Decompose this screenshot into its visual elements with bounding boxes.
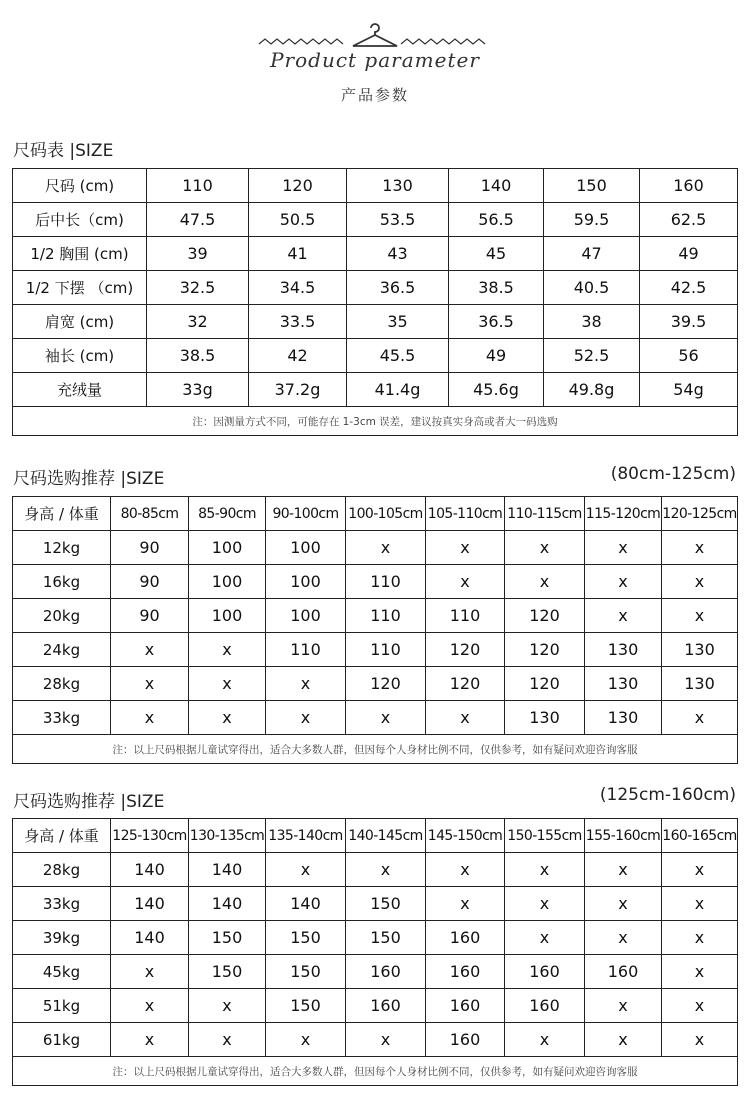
table-cell: 130 <box>505 701 585 735</box>
rec-table-2-range: (125cm-160cm) <box>599 785 736 805</box>
note-row <box>13 1057 738 1086</box>
row-label: 肩宽 (cm) <box>13 305 147 339</box>
table-cell: x <box>505 853 585 887</box>
column-header: 150-155cm <box>505 819 585 853</box>
table-cell: 140 <box>111 887 189 921</box>
table-header-row <box>13 497 738 531</box>
table-cell: 130 <box>347 169 449 203</box>
table-note: 注：因测量方式不同，可能存在 1-3cm 误差，建议按真实身高或者大一码选购 <box>13 407 738 436</box>
table-cell: 130 <box>662 667 738 701</box>
table-cell: x <box>426 887 505 921</box>
table-cell: 110 <box>147 169 249 203</box>
table-cell: 32.5 <box>147 271 249 305</box>
table-cell: 120 <box>505 667 585 701</box>
table-cell: 33g <box>147 373 249 407</box>
table-cell: x <box>189 701 266 735</box>
table-cell: x <box>505 565 585 599</box>
column-header: 115-120cm <box>585 497 662 531</box>
column-header: 130-135cm <box>189 819 266 853</box>
table-cell: 33.5 <box>249 305 347 339</box>
table-cell: 160 <box>426 1023 505 1057</box>
table-row <box>13 633 738 667</box>
table-cell: x <box>662 1023 738 1057</box>
table-cell: 42 <box>249 339 347 373</box>
table-cell: x <box>662 921 738 955</box>
table-cell: 150 <box>189 955 266 989</box>
row-label: 1/2 下摆 （cm) <box>13 271 147 305</box>
table-cell: x <box>111 633 189 667</box>
table-cell: 90 <box>111 565 189 599</box>
page-header <box>0 0 750 120</box>
table-cell: 54g <box>640 373 738 407</box>
table-row <box>13 887 738 921</box>
table-row <box>13 373 738 407</box>
table-cell: 110 <box>266 633 346 667</box>
table-cell: 50.5 <box>249 203 347 237</box>
script-title: Product parameter <box>270 48 480 72</box>
table-cell: x <box>426 853 505 887</box>
table-cell: 49 <box>640 237 738 271</box>
table-cell: 160 <box>505 989 585 1023</box>
table-cell: 160 <box>426 989 505 1023</box>
size-table-title: 尺码表 |SIZE <box>13 141 114 161</box>
table-cell: 140 <box>449 169 544 203</box>
table-cell: 130 <box>585 667 662 701</box>
table-cell: 100 <box>266 531 346 565</box>
table-cell: 150 <box>266 955 346 989</box>
table-cell: 35 <box>347 305 449 339</box>
row-label: 24kg <box>13 633 111 667</box>
table-cell: 90 <box>111 599 189 633</box>
table-cell: x <box>426 565 505 599</box>
table-cell: 150 <box>346 887 426 921</box>
table-cell: 140 <box>111 853 189 887</box>
table-cell: 140 <box>189 853 266 887</box>
row-label: 33kg <box>13 701 111 735</box>
table-header-row <box>13 819 738 853</box>
table-cell: x <box>505 1023 585 1057</box>
table-cell: 120 <box>505 633 585 667</box>
table-cell: 45.6g <box>449 373 544 407</box>
row-label: 28kg <box>13 853 111 887</box>
column-header: 90-100cm <box>266 497 346 531</box>
table-cell: 49.8g <box>544 373 640 407</box>
table-cell: 110 <box>426 599 505 633</box>
table-cell: 130 <box>585 633 662 667</box>
table-cell: 100 <box>266 565 346 599</box>
table-cell: x <box>505 921 585 955</box>
table-cell: 45.5 <box>347 339 449 373</box>
table-cell: 49 <box>449 339 544 373</box>
row-label: 12kg <box>13 531 111 565</box>
table-cell: 110 <box>346 599 426 633</box>
table-cell: 150 <box>266 989 346 1023</box>
row-label: 16kg <box>13 565 111 599</box>
table-cell: 41 <box>249 237 347 271</box>
row-label: 45kg <box>13 955 111 989</box>
table-cell: 160 <box>346 955 426 989</box>
table-cell: 59.5 <box>544 203 640 237</box>
table-cell: x <box>585 531 662 565</box>
table-cell: 160 <box>640 169 738 203</box>
table-cell: x <box>505 531 585 565</box>
table-cell: 100 <box>266 599 346 633</box>
table-cell: x <box>662 531 738 565</box>
table-cell: 160 <box>346 989 426 1023</box>
table-row <box>13 237 738 271</box>
table-cell: x <box>426 701 505 735</box>
row-label: 1/2 胸围 (cm) <box>13 237 147 271</box>
column-header: 身高 / 体重 <box>13 819 111 853</box>
table-row <box>13 305 738 339</box>
table-cell: 36.5 <box>449 305 544 339</box>
rec-table-2-title: 尺码选购推荐 |SIZE <box>13 792 165 812</box>
table-row <box>13 853 738 887</box>
table-row <box>13 955 738 989</box>
table-cell: x <box>189 667 266 701</box>
table-cell: 38 <box>544 305 640 339</box>
table-cell: 36.5 <box>347 271 449 305</box>
table-cell: 120 <box>505 599 585 633</box>
table-cell: 53.5 <box>347 203 449 237</box>
table-cell: x <box>585 921 662 955</box>
table-cell: 110 <box>346 633 426 667</box>
row-label: 61kg <box>13 1023 111 1057</box>
cn-title: 产品参数 <box>340 86 409 104</box>
table-cell: x <box>426 531 505 565</box>
row-label: 袖长 (cm) <box>13 339 147 373</box>
table-cell: 39.5 <box>640 305 738 339</box>
note-row <box>13 407 738 436</box>
table-cell: 100 <box>189 565 266 599</box>
table-cell: x <box>266 667 346 701</box>
table-row <box>13 667 738 701</box>
table-note: 注：以上尺码根据儿童试穿得出，适合大多数人群，但因每个人身材比例不同，仅供参考，如有疑问欢迎咨询客服 <box>13 1057 738 1086</box>
table-cell: 130 <box>585 701 662 735</box>
table-cell: 150 <box>544 169 640 203</box>
rec-table-1-range: (80cm-125cm) <box>610 464 736 484</box>
table-cell: x <box>662 887 738 921</box>
table-cell: 52.5 <box>544 339 640 373</box>
table-note: 注：以上尺码根据儿童试穿得出，适合大多数人群，但因每个人身材比例不同，仅供参考，如有疑问欢迎咨询客服 <box>13 735 738 764</box>
table-cell: 42.5 <box>640 271 738 305</box>
table-cell: x <box>585 599 662 633</box>
column-header: 105-110cm <box>426 497 505 531</box>
table-cell: 39 <box>147 237 249 271</box>
column-header: 125-130cm <box>111 819 189 853</box>
table-cell: 160 <box>505 955 585 989</box>
table-cell: 120 <box>346 667 426 701</box>
table-row <box>13 203 738 237</box>
table-cell: x <box>189 633 266 667</box>
table-cell: 150 <box>189 921 266 955</box>
table-cell: 140 <box>111 921 189 955</box>
table-cell: x <box>662 701 738 735</box>
table-row <box>13 599 738 633</box>
table-cell: x <box>111 989 189 1023</box>
column-header: 135-140cm <box>266 819 346 853</box>
table-cell: x <box>266 701 346 735</box>
row-label: 28kg <box>13 667 111 701</box>
table-cell: 150 <box>346 921 426 955</box>
table-row <box>13 169 738 203</box>
rec-table-1-title: 尺码选购推荐 |SIZE <box>13 469 165 489</box>
table-cell: 34.5 <box>249 271 347 305</box>
table-cell: 120 <box>249 169 347 203</box>
table-cell: x <box>585 1023 662 1057</box>
table-row <box>13 921 738 955</box>
row-label: 尺码 (cm) <box>13 169 147 203</box>
table-cell: x <box>266 853 346 887</box>
table-cell: x <box>662 989 738 1023</box>
column-header: 140-145cm <box>346 819 426 853</box>
table-cell: x <box>189 1023 266 1057</box>
table-cell: 120 <box>426 667 505 701</box>
row-label: 充绒量 <box>13 373 147 407</box>
table-cell: 37.2g <box>249 373 347 407</box>
column-header: 160-165cm <box>662 819 738 853</box>
table-row <box>13 701 738 735</box>
table-cell: x <box>346 701 426 735</box>
row-label: 20kg <box>13 599 111 633</box>
table-cell: 110 <box>346 565 426 599</box>
table-cell: 47.5 <box>147 203 249 237</box>
table-cell: x <box>505 887 585 921</box>
table-cell: x <box>266 1023 346 1057</box>
table-row <box>13 565 738 599</box>
table-cell: 150 <box>266 921 346 955</box>
table-cell: x <box>111 1023 189 1057</box>
table-cell: x <box>346 1023 426 1057</box>
column-header: 120-125cm <box>662 497 738 531</box>
table-cell: 47 <box>544 237 640 271</box>
column-header: 110-115cm <box>505 497 585 531</box>
table-cell: x <box>346 531 426 565</box>
table-cell: 56 <box>640 339 738 373</box>
table-cell: x <box>585 989 662 1023</box>
table-cell: 62.5 <box>640 203 738 237</box>
table-cell: 32 <box>147 305 249 339</box>
note-row <box>13 735 738 764</box>
table-cell: 45 <box>449 237 544 271</box>
table-row <box>13 271 738 305</box>
table-row <box>13 989 738 1023</box>
column-header: 85-90cm <box>189 497 266 531</box>
table-cell: 56.5 <box>449 203 544 237</box>
table-row <box>13 531 738 565</box>
table-row <box>13 1023 738 1057</box>
table-cell: x <box>346 853 426 887</box>
table-cell: 120 <box>426 633 505 667</box>
table-cell: x <box>585 565 662 599</box>
row-label: 33kg <box>13 887 111 921</box>
row-label: 39kg <box>13 921 111 955</box>
column-header: 身高 / 体重 <box>13 497 111 531</box>
table-cell: x <box>111 955 189 989</box>
table-cell: x <box>111 667 189 701</box>
row-label: 后中长（cm) <box>13 203 147 237</box>
table-cell: 130 <box>662 633 738 667</box>
table-cell: x <box>662 853 738 887</box>
table-cell: 160 <box>426 955 505 989</box>
column-header: 155-160cm <box>585 819 662 853</box>
table-cell: 160 <box>426 921 505 955</box>
table-cell: x <box>585 853 662 887</box>
column-header: 100-105cm <box>346 497 426 531</box>
table-cell: 40.5 <box>544 271 640 305</box>
size-table <box>12 168 738 436</box>
column-header: 145-150cm <box>426 819 505 853</box>
table-cell: 140 <box>266 887 346 921</box>
table-cell: 100 <box>189 599 266 633</box>
table-cell: 140 <box>189 887 266 921</box>
rec-table-1 <box>12 496 738 764</box>
table-cell: x <box>111 701 189 735</box>
table-cell: 38.5 <box>449 271 544 305</box>
table-cell: 41.4g <box>347 373 449 407</box>
table-cell: x <box>662 599 738 633</box>
table-cell: x <box>662 955 738 989</box>
table-cell: x <box>662 565 738 599</box>
table-cell: x <box>585 887 662 921</box>
rec-table-2 <box>12 818 738 1086</box>
table-cell: 100 <box>189 531 266 565</box>
table-cell: 90 <box>111 531 189 565</box>
column-header: 80-85cm <box>111 497 189 531</box>
table-cell: 160 <box>585 955 662 989</box>
table-cell: x <box>189 989 266 1023</box>
row-label: 51kg <box>13 989 111 1023</box>
table-cell: 43 <box>347 237 449 271</box>
table-cell: 38.5 <box>147 339 249 373</box>
table-row <box>13 339 738 373</box>
